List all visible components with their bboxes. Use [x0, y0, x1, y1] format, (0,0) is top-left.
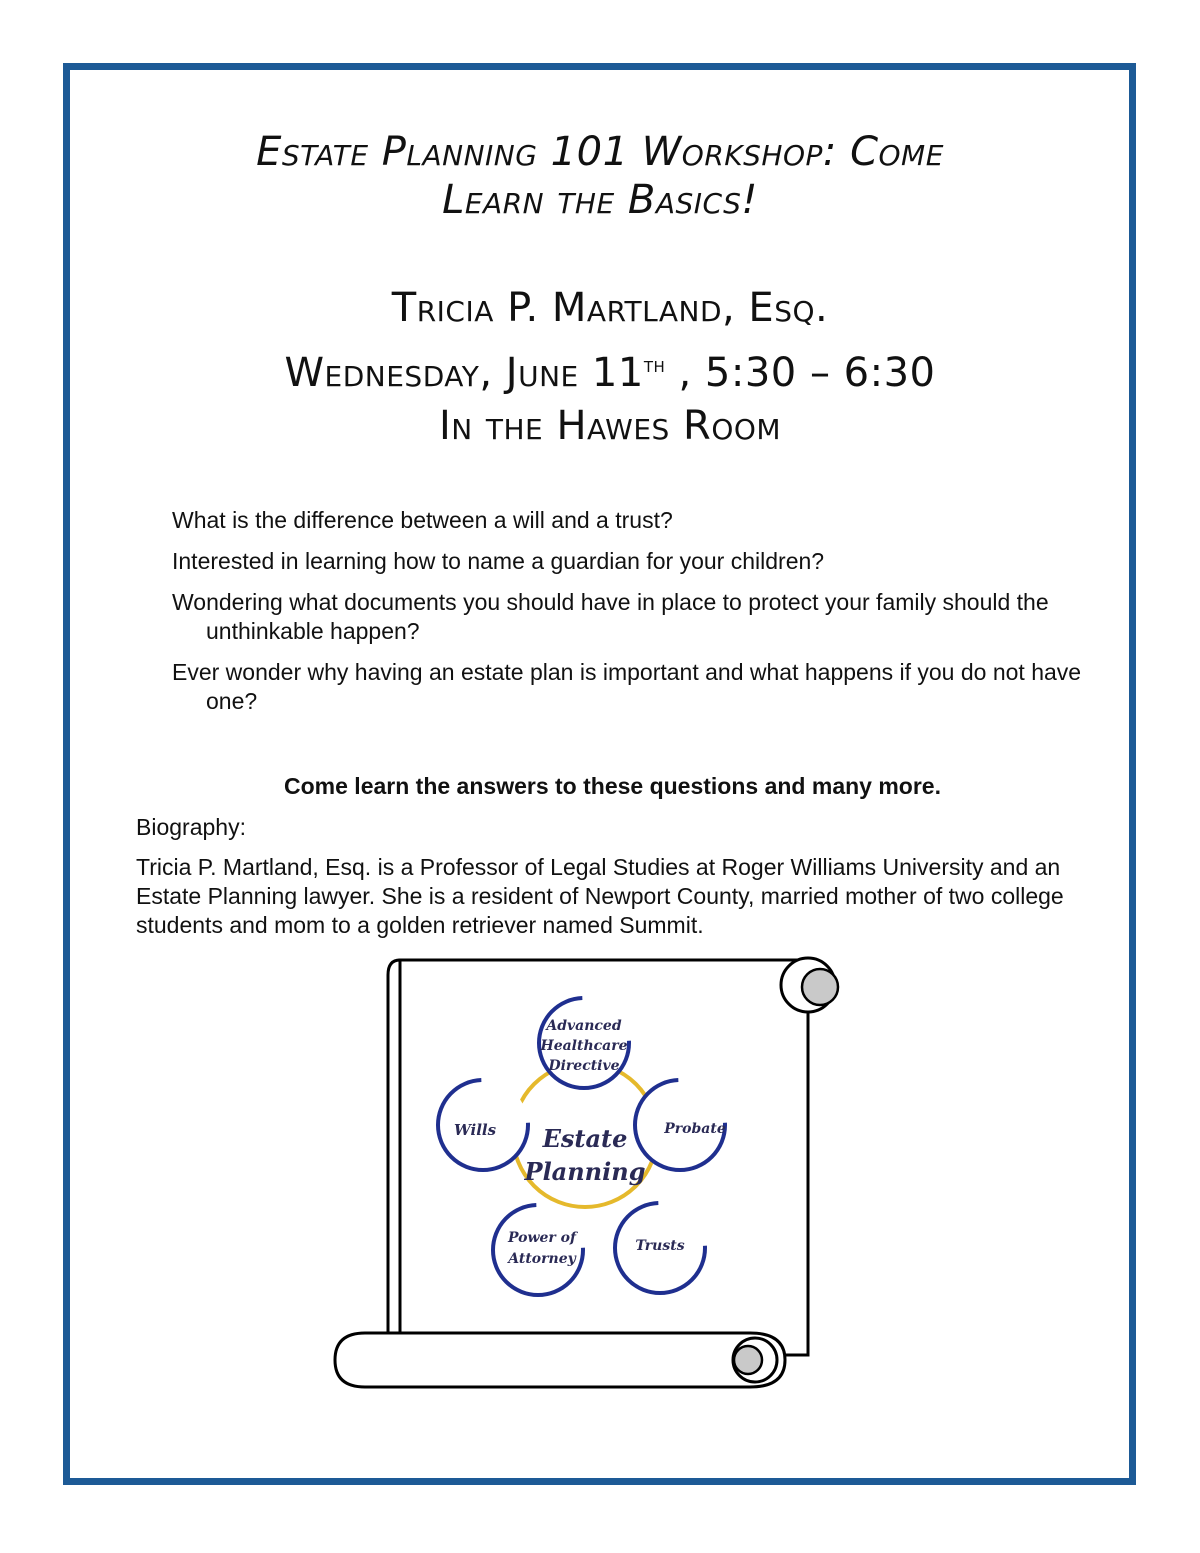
- question-item: What is the difference between a will and a trust?: [172, 507, 673, 533]
- scroll-top-curl-inner: [802, 969, 838, 1005]
- scroll-bottom-roll: [335, 1333, 785, 1387]
- event-time: , 5:30 – 6:30: [665, 350, 936, 396]
- scroll-bottom-curl-inner: [734, 1346, 762, 1374]
- node-power-of-attorney: [493, 1205, 583, 1295]
- date-ordinal: th: [643, 353, 666, 378]
- node-label: Power of: [507, 1230, 577, 1246]
- workshop-title: [110, 128, 1090, 224]
- event-date: Wednesday, June 11: [284, 350, 644, 396]
- question-item: Ever wonder why having an estate plan is important and what happens if you do not have one?: [172, 659, 1082, 714]
- event-location: In the Hawes Room: [438, 403, 782, 449]
- node-label: Healthcare: [540, 1038, 628, 1054]
- question-list: [172, 506, 1092, 728]
- speaker-name: Tricia P. Martland, Esq.: [391, 285, 829, 331]
- node-advanced-healthcare: [539, 998, 629, 1088]
- question-item: Interested in learning how to name a guardian for your children?: [172, 548, 825, 574]
- biography-label: Biography:: [136, 814, 246, 840]
- node-label: Attorney: [508, 1251, 576, 1267]
- title-line-1: Estate Planning 101 Workshop: Come: [256, 129, 944, 175]
- event-date-time: [110, 342, 1110, 397]
- call-to-action: Come learn the answers to these questions and many more.: [284, 773, 941, 799]
- node-label: Trusts: [635, 1238, 685, 1254]
- estate-planning-scroll-illustration: [330, 955, 850, 1395]
- scroll-left-edge: [388, 960, 400, 1335]
- scroll-graphic: [330, 955, 850, 1395]
- node-label: Wills: [453, 1121, 497, 1139]
- biography-text: Tricia P. Martland, Esq. is a Professor of Legal Studies at Roger Williams University and an Estate Planning lawyer. She is a resident of Newport County, married mother of two college students and mom to a golden retriever named Summit.: [136, 854, 1064, 938]
- question-item: Wondering what documents you should have in place to protect your family should the unthinkable happen?: [172, 589, 1049, 644]
- node-trusts: [615, 1203, 705, 1293]
- node-label: Directive: [548, 1058, 620, 1074]
- node-label: Probate: [664, 1121, 726, 1137]
- title-line-2: Learn the Basics!: [442, 177, 758, 223]
- node-label: Advanced: [546, 1018, 622, 1034]
- node-ring: [493, 1205, 583, 1295]
- center-label-2: Planning: [524, 1157, 646, 1186]
- center-label-1: Estate: [542, 1124, 628, 1153]
- node-wills: [438, 1080, 528, 1170]
